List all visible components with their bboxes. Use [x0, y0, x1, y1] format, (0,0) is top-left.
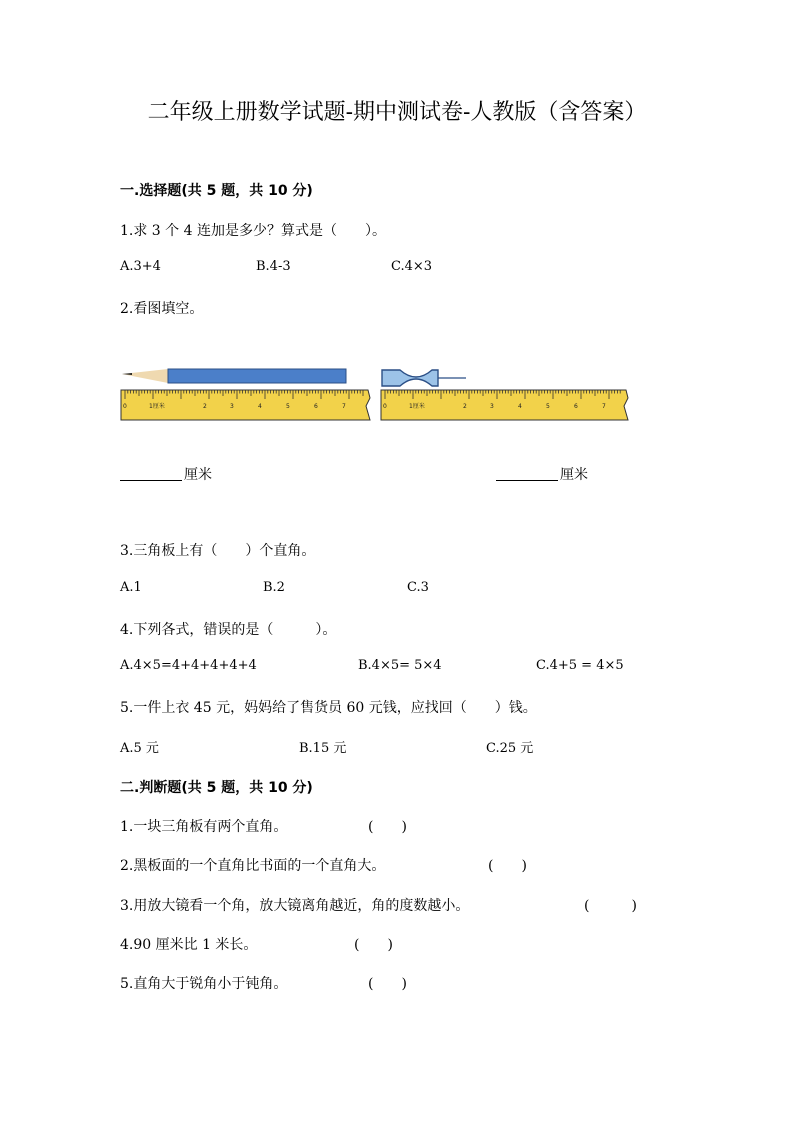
q1-option-b: B.4-3: [256, 259, 291, 274]
judge-3-text: 3.用放大镜看一个角，放大镜离角越近，角的度数越小。: [120, 898, 470, 914]
question-2-text: 2.看图填空。: [120, 301, 204, 317]
pencil-body: [168, 369, 346, 383]
ruler-number: 3: [490, 403, 494, 410]
section-heading-judge: 二.判断题(共 5 题，共 10 分): [120, 780, 313, 796]
ruler-number: 4: [518, 403, 522, 410]
unit-label-left: 厘米: [184, 467, 212, 483]
judge-1-text: 1.一块三角板有两个直角。: [120, 819, 288, 835]
question-1-text: 1.求 3 个 4 连加是多少？算式是（ ）。: [120, 223, 386, 239]
question-5-text: 5.一件上衣 45 元，妈妈给了售货员 60 元钱，应找回（ ）钱。: [120, 700, 537, 716]
q4-option-a: A.4×5=4+4+4+4+4: [120, 658, 257, 673]
judge-2-paren[interactable]: ( ): [488, 858, 527, 874]
judge-5-text: 5.直角大于锐角小于钝角。: [120, 976, 288, 992]
q3-option-a: A.1: [120, 580, 142, 595]
q5-option-b: B.15 元: [299, 741, 347, 756]
judge-4-paren[interactable]: ( ): [354, 937, 393, 953]
ruler-number: 6: [574, 403, 578, 410]
ruler-number: 2: [463, 403, 467, 410]
question-4-text: 4.下列各式，错误的是（ ）。: [120, 622, 337, 638]
ruler-number: 4: [258, 403, 262, 410]
ruler-number: 7: [342, 403, 346, 410]
ruler-cm-label: 1厘米: [409, 403, 425, 410]
q5-option-c: C.25 元: [486, 741, 534, 756]
page-title: 二年级上册数学试题-期中测试卷-人教版（含答案）: [147, 100, 647, 125]
section-heading-choice: 一.选择题(共 5 题，共 10 分): [120, 183, 313, 199]
judge-2-text: 2.黑板面的一个直角比书面的一个直角大。: [120, 858, 386, 874]
judge-1-paren[interactable]: ( ): [368, 819, 407, 835]
ruler-number: 2: [203, 403, 207, 410]
eraser-shape: [382, 370, 438, 386]
q3-option-c: C.3: [407, 580, 429, 595]
q1-option-a: A.3+4: [120, 259, 161, 274]
ruler-cm-label: 1厘米: [149, 403, 165, 410]
ruler-number: 0: [123, 403, 127, 410]
answer-blank-left[interactable]: [120, 480, 182, 481]
judge-4-text: 4.90 厘米比 1 米长。: [120, 937, 258, 953]
q1-option-c: C.4×3: [391, 259, 433, 274]
q4-option-c: C.4+5 = 4×5: [536, 658, 624, 673]
q5-option-a: A.5 元: [120, 741, 159, 756]
q3-option-b: B.2: [263, 580, 285, 595]
q4-option-b: B.4×5= 5×4: [358, 658, 442, 673]
ruler-with-pencil-figure: [118, 364, 373, 428]
pencil-tip: [122, 369, 168, 383]
answer-blank-right[interactable]: [496, 480, 558, 481]
ruler-number: 5: [546, 403, 550, 410]
ruler-number: 7: [602, 403, 606, 410]
judge-3-paren[interactable]: ( ): [584, 898, 637, 914]
unit-label-right: 厘米: [560, 467, 588, 483]
ruler-number: 6: [314, 403, 318, 410]
ruler-number: 5: [286, 403, 290, 410]
question-3-text: 3.三角板上有（ ）个直角。: [120, 543, 316, 559]
judge-5-paren[interactable]: ( ): [368, 976, 407, 992]
ruler-number: 0: [383, 403, 387, 410]
ruler-number: 3: [230, 403, 234, 410]
ruler-with-eraser-figure: [378, 364, 633, 428]
